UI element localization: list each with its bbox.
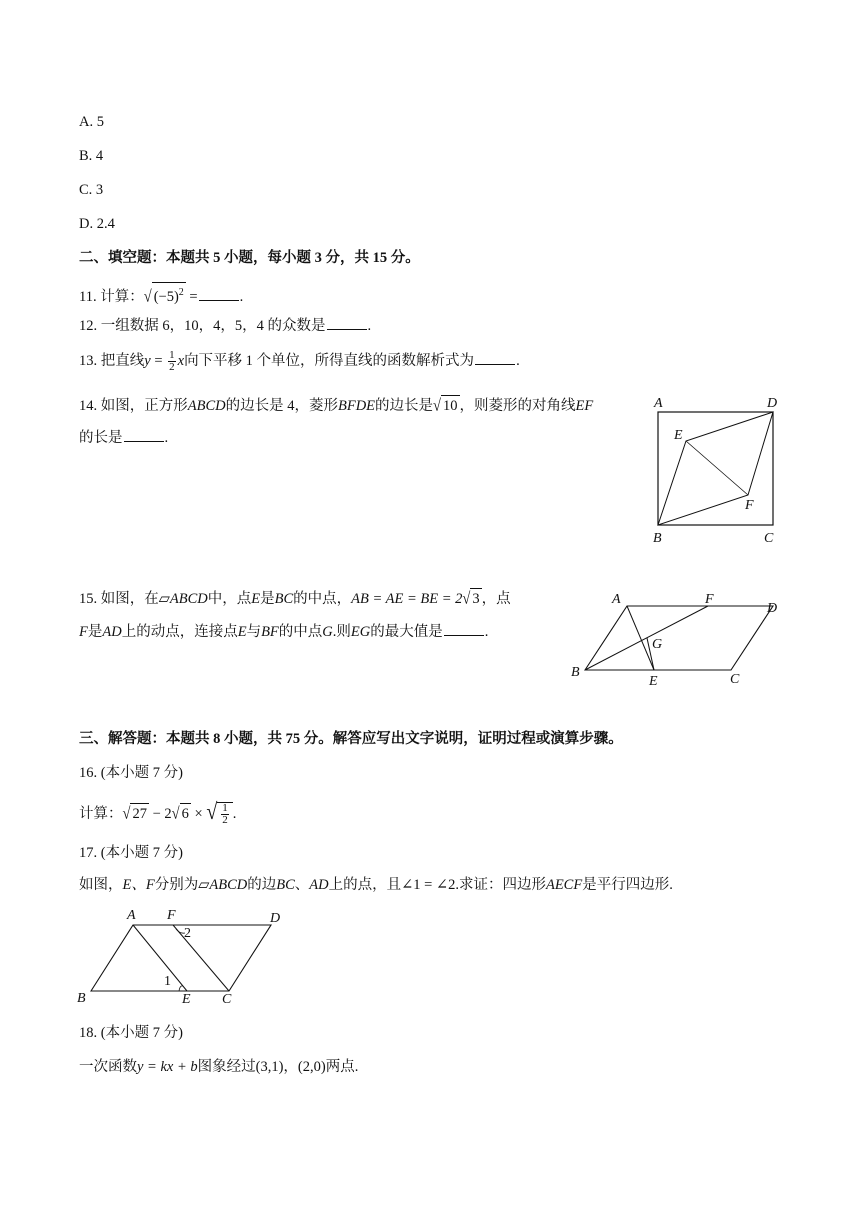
question-12: 12. 一组数据 6，10，4，5，4 的众数是 . [79,318,372,334]
q17-segment-bc: BC [276,877,295,893]
q14-prefix: 14. 如图，正方形 [79,398,188,414]
q15-segment-bc: BC [274,591,294,607]
q15-prefix: 15. 如图，在 [79,591,159,607]
label-f: F [745,498,754,513]
label-b: B [571,665,580,680]
question-14-line-1 [79,395,593,416]
q14-diagonal: EF [575,398,594,414]
choice-a: A. 5 [79,114,104,130]
question-13: 13. 把直线y = $\frac{1}{2}$ x向下平移 1 个单位，所得直线的函数解析式为 . [79,349,520,373]
label-f: F [705,592,714,607]
fraction-denominator: 2 [169,361,175,373]
q15-text: 的中点， [293,591,352,607]
q13-suffix: 向下平移 1 个单位，所得直线的函数解析式为 [184,352,475,369]
question-14-line-2: 的长是 . [79,430,169,446]
q15-segment-bf: BF [261,624,279,640]
label-c: C [764,531,774,546]
q15-radicand: 3 [470,588,481,609]
q14-suffix: ，则菱形的对角线 [459,398,576,414]
q17-name: ABCD [209,877,248,893]
choice-d: D. 2.4 [79,216,115,232]
label-a: A [127,908,136,923]
label-one: 1 [164,974,171,989]
question-15-line-2: F是AD上的动点，连接点E与BF的中点G.则EG的最大值是 . [79,624,489,640]
q17-segment-ad: AD [309,877,329,893]
q15-text: 的中点 [278,624,323,640]
q14-mid2: 的边长是 [375,398,434,414]
q13-eq: = [150,352,167,369]
parallelogram-icon: ▱ [198,877,210,893]
q16-minus: − 2 [148,806,172,822]
q11-prefix: 11. 计算： [79,288,144,305]
q15-text: 的最大值是 [370,624,443,640]
q15-text: 与 [246,624,262,640]
answer-blank [444,622,484,636]
q14-square-name: ABCD [187,398,226,414]
q17-quad-aecf: AECF [545,877,583,893]
q14-figure [645,392,785,547]
label-e: E [649,674,658,688]
q17-text: 的边 [247,877,277,893]
section-2-heading: 二、填空题：本题共 5 小题，每小题 3 分，共 15 分。 [79,250,420,266]
question-17-heading: 17. (本小题 7 分) [79,845,183,861]
label-d: D [270,911,281,926]
q11-equals: = [185,288,198,305]
q16-radicand-1: 27 [130,803,149,824]
label-d: D [767,601,778,616]
q16-prefix: 计算： [79,806,123,822]
q15-point-e: E [251,591,261,607]
sqrt-icon: √ [462,589,471,609]
q15-text: 是 [260,591,275,607]
question-18-heading: 18. (本小题 7 分) [79,1025,183,1041]
answer-blank [475,351,515,365]
q16-radicand-2: 6 [180,803,191,824]
label-e: E [674,428,683,443]
q14-mid: 的边长是 4，菱形 [225,398,338,414]
question-11: 11. 计算：√ $(-5)^2$ = . [79,282,243,307]
parallelogram-icon: ▱ [158,591,170,607]
q15-figure [565,588,785,688]
q15-point-g: G [322,624,333,640]
question-16-body [79,799,237,827]
section-3-heading: 三、解答题：本题共 8 小题，共 75 分。解答应写出文字说明，证明过程或演算步骤。 [79,731,623,747]
q15-segment-eg: EG [350,624,371,640]
question-15-line-1 [79,588,511,609]
label-two: 2 [184,926,191,941]
segment-ae [627,606,654,670]
q15-name: ABCD [169,591,208,607]
q17-text: 分别为 [154,877,199,893]
q15-text: 是 [87,624,103,640]
q17-text: 上的点，且∠1 = ∠2.求证：四边形 [328,877,546,893]
label-a: A [654,396,663,411]
segment-fc [173,925,229,991]
label-b: B [77,991,86,1005]
q13-prefix: 13. 把直线 [79,352,145,369]
q16-period: . [232,806,237,822]
sqrt-icon: √ [143,287,152,307]
fraction-numerator: 1 [169,349,175,361]
choice-c: C. 3 [79,182,104,198]
segment-bf [585,606,708,670]
q17-figure [72,905,292,1005]
answer-blank [327,316,367,330]
question-18-body [79,1057,358,1077]
label-d: D [767,396,778,411]
q18-suffix: 图象经过(3,1)，(2,0)两点. [197,1059,359,1075]
sqrt-icon: √ [433,396,441,416]
q17-text: 、 [294,877,310,893]
q14-rhombus-name: BFDE [337,398,376,414]
parallelogram-abcd [585,606,773,670]
answer-blank [199,287,239,301]
q12-text: 12. 一组数据 6，10，4，5，4 的众数是 [79,318,326,334]
q14-line2: 的长是 [79,430,123,446]
label-e: E [182,992,191,1005]
question-17-body [79,875,673,895]
diagonal-ef [686,441,748,495]
fraction-denominator: 2 [222,814,228,827]
sqrt-icon: √ [122,804,131,824]
q15-point-f: F [79,624,88,640]
answer-blank [124,428,164,442]
q18-equation: y = kx + b [137,1059,198,1075]
label-c: C [222,992,232,1005]
q17-points-ef: E、F [122,877,155,893]
q16-times: × [190,806,207,822]
segment-af-to-e [133,925,187,991]
q15-text: .则 [332,624,351,640]
q14-radicand: 10 [441,395,460,416]
sqrt-icon: √ [206,799,218,825]
q11-radicand: (−5) [153,288,179,305]
fraction-numerator: 1 [222,802,228,815]
label-g: G [652,637,663,652]
label-b: B [653,531,662,546]
q17-text: 是平行四边形. [582,877,673,893]
q15-text: 中，点 [207,591,252,607]
q13-var: x [177,352,185,369]
q16-fraction [221,803,229,826]
q17-text: 如图， [79,877,123,893]
sqrt-icon: √ [171,804,180,824]
label-a: A [612,592,621,607]
q15-text: ，点 [481,591,511,607]
q13-fraction [168,350,176,373]
angle-1-arc [179,986,183,991]
q15-segment-ad: AD [102,624,122,640]
q15-point-e: E [237,624,247,640]
q15-text: 上的动点，连接点 [121,624,238,640]
q13-lhs: y [144,352,151,369]
label-c: C [730,672,740,687]
label-f: F [167,908,176,923]
q15-equation: AB = AE = BE = 2 [351,591,463,607]
q11-exponent: 2 [178,287,184,298]
q16-fraction-root [217,802,233,826]
choice-b: B. 4 [79,148,104,164]
q18-prefix: 一次函数 [79,1059,137,1075]
question-16-heading: 16. (本小题 7 分) [79,765,183,781]
